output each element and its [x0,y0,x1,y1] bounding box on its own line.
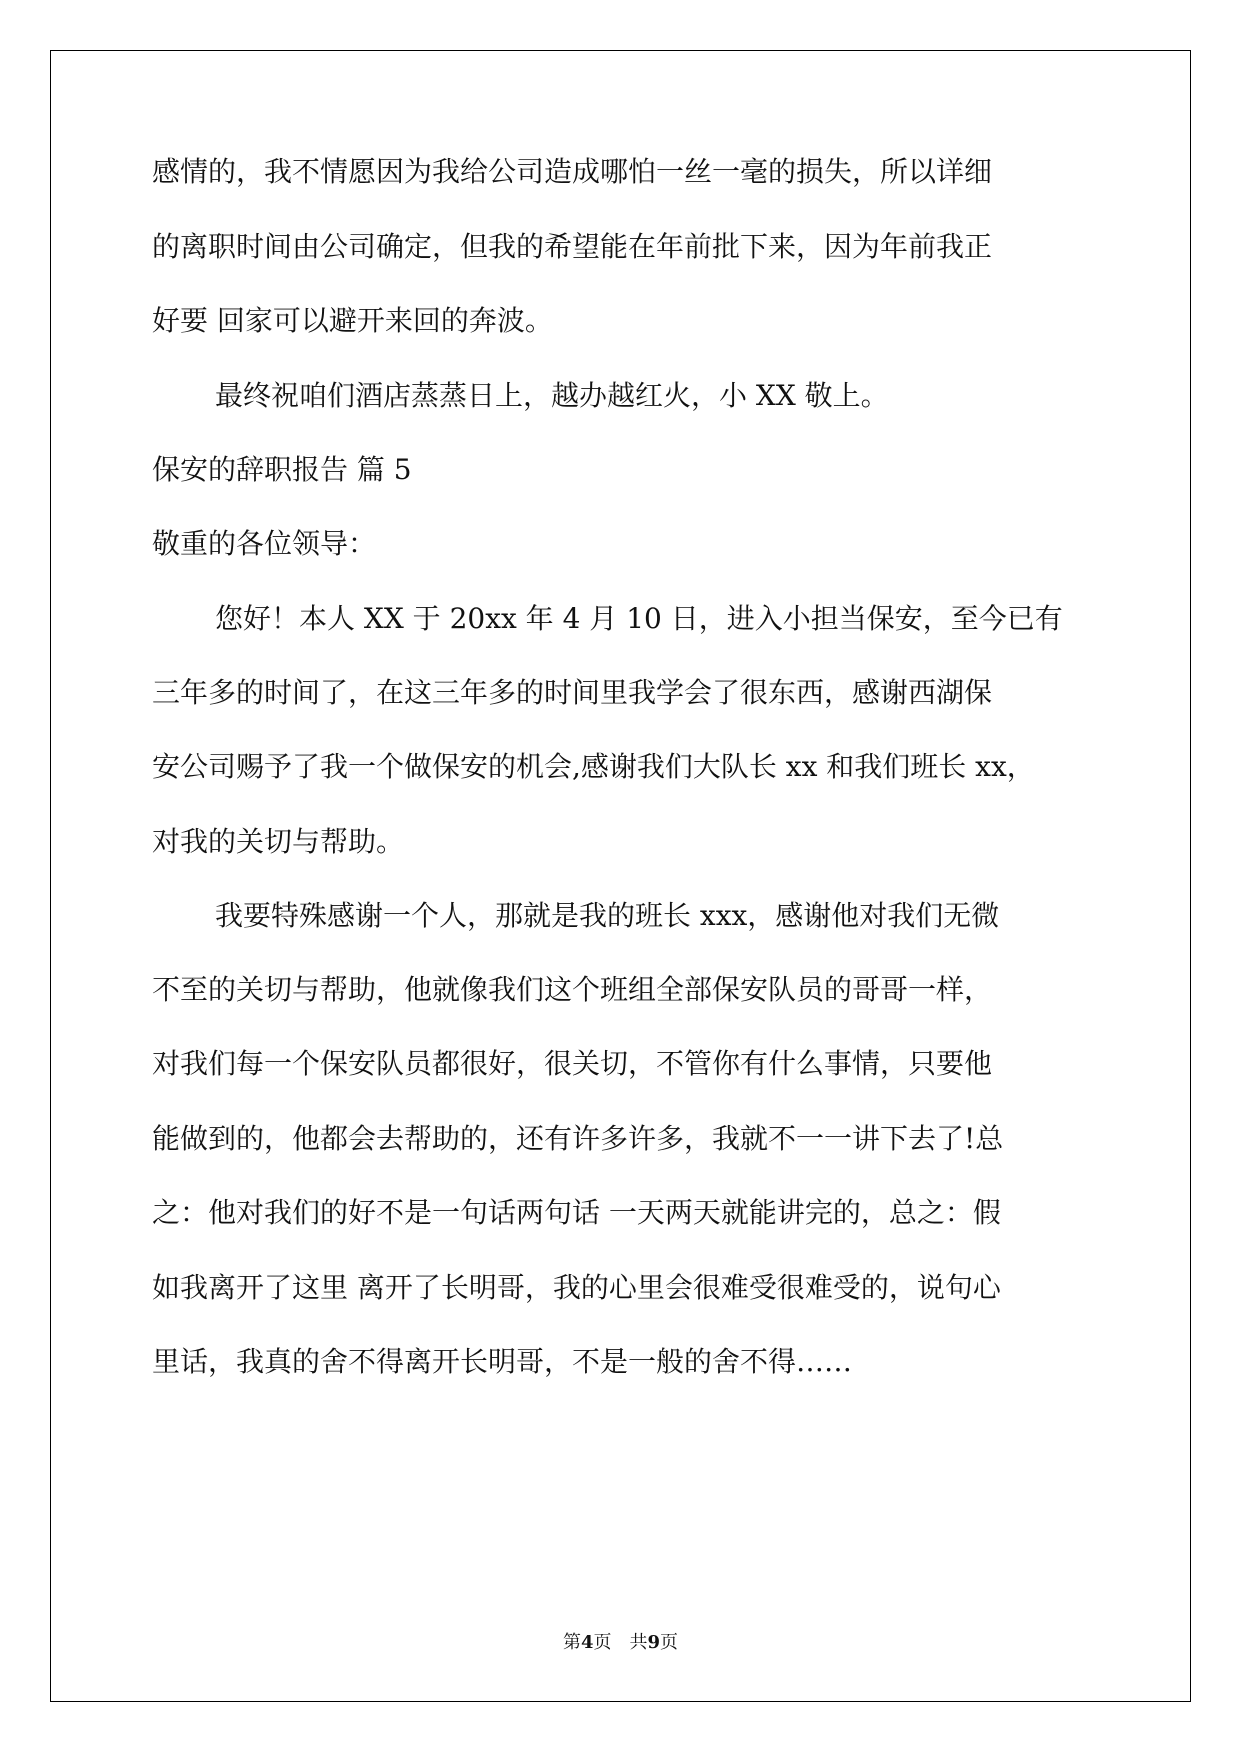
salutation: 敬重的各位领导： [152,527,377,560]
footer-page-number: 4 [580,1632,594,1653]
body-line: 不至的关切与帮助，他就像我们这个班组全部保安队员的哥哥一样， [152,973,993,1006]
body-line: 里话，我真的舍不得离开长明哥，不是一般的舍不得…… [152,1345,853,1378]
body-line: 我要特殊感谢一个人，那就是我的班长 xxx，感谢他对我们无微 [215,899,1000,932]
footer-middle: 页 共 [593,1632,648,1653]
body-line: 最终祝咱们酒店蒸蒸日上，越办越红火，小 XX 敬上。 [215,379,889,412]
body-line: 的离职时间由公司确定，但我的希望能在年前批下来，因为年前我正 [152,230,993,263]
body-line: 之：他对我们的好不是一句话两句话 一天两天就能讲完的，总之：假 [152,1196,1001,1229]
body-line: 如我离开了这里 离开了长明哥，我的心里会很难受很难受的，说句心 [152,1271,1001,1304]
body-line: 感情的，我不情愿因为我给公司造成哪怕一丝一毫的损失，所以详细 [152,155,993,188]
body-line: 能做到的，他都会去帮助的，还有许多许多，我就不一一讲下去了!总 [152,1122,1004,1155]
body-line: 对我们每一个保安队员都很好，很关切，不管你有什么事情，只要他 [152,1047,993,1080]
footer-page-total: 9 [647,1632,661,1653]
body-line: 对我的关切与帮助。 [152,825,405,858]
body-line: 您好！本人 XX 于 20xx 年 4 月 10 日，进入小担当保安，至今已有 [215,602,1063,635]
section-heading: 保安的辞职报告 篇 5 [152,453,412,486]
body-line: 安公司赐予了我一个做保安的机会,感谢我们大队长 xx 和我们班长 xx， [152,750,1035,783]
footer-suffix: 页 [660,1632,679,1653]
body-line: 三年多的时间了，在这三年多的时间里我学会了很东西，感谢西湖保 [152,676,993,709]
page-footer [0,1628,1241,1654]
body-line: 好要 回家可以避开来回的奔波。 [152,304,553,337]
footer-prefix: 第 [562,1632,581,1653]
page-border [50,50,1191,1702]
